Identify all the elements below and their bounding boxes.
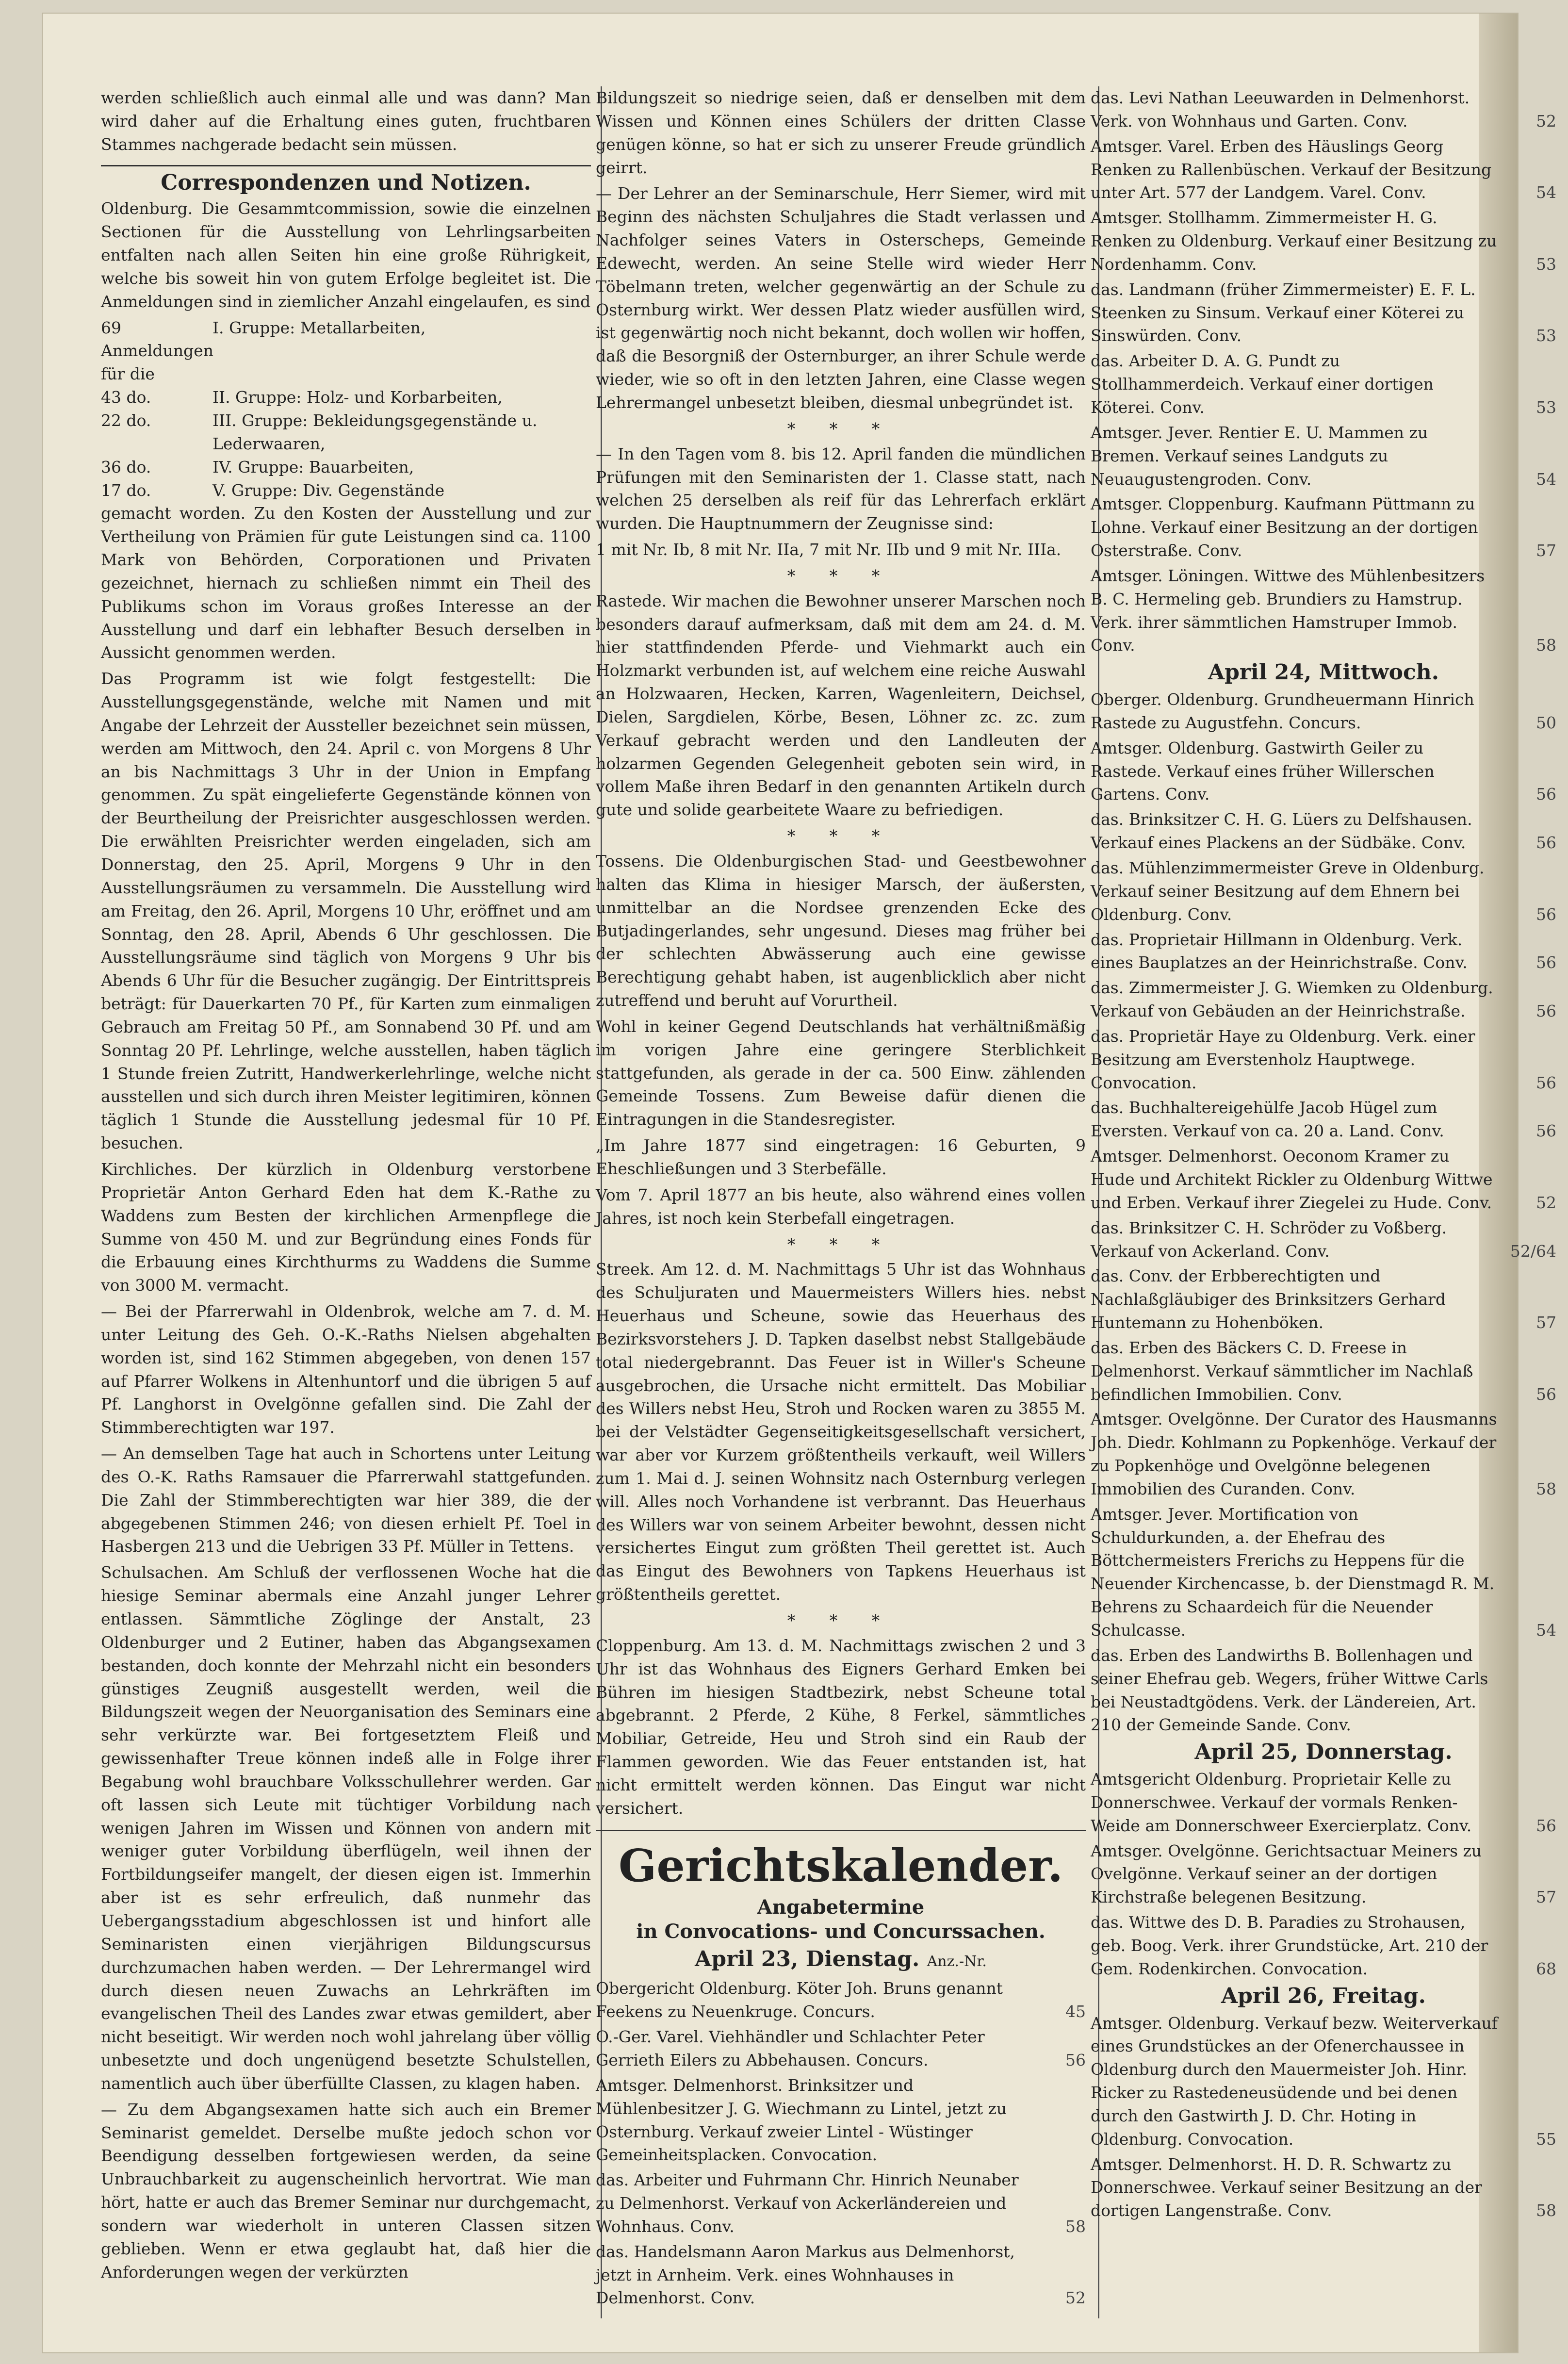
entry-number: 56 <box>1536 1001 1556 1021</box>
intro-text: werden schließlich auch einmal alle und was dann? Man wird daher auf die Erhaltung eines guten, fruchtbaren Stammes nachgerade bedacht sein müssen. <box>101 88 591 154</box>
calendar-subtitle: in Convocations- und Concurssachen. <box>636 1920 1045 1943</box>
group-row <box>101 456 591 479</box>
entry-text: Amtsger. Cloppenburg. Kaufmann Püttmann zu Lohne. Verkauf einer Besitzung an der dortigen Osterstraße. Conv. <box>1091 494 1478 560</box>
article-text: Oldenburg. Die Gesammtcommission, sowie die einzelnen Sectionen für die Ausstellung von Lehrlingsarbeiten entfalten nach allen Seiten hin eine große Rührigkeit, welche bis soweit hin von gutem Erfolge begleitet ist. Die Anmeldungen sind in ziemlicher Anzahl eingelaufen, es sind <box>101 199 591 311</box>
entry-number: 56 <box>1065 2050 1086 2069</box>
calendar-entry <box>1091 1839 1556 1909</box>
calendar-entry <box>596 2240 1086 2310</box>
group-label: II. Gruppe: Holz- und Korbarbeiten, <box>212 388 503 407</box>
group-label: III. Gruppe: Bekleidungsgegenstände u. Lederwaaren, <box>212 410 538 453</box>
article-text: — An demselben Tage hat auch in Schortens unter Leitung des O.-K. Raths Ramsauer die Pfarrerwahl stattgefunden. Die Zahl der Stimmberechtigten war hier 389, die der abgegebenen Stimmen 246; von diesen erhielt Pf. Toel in Hasbergen 213 und die Uebrigen 33 Pf. Müller in Tettens. <box>101 1444 591 1556</box>
entry-number: 56 <box>1536 785 1556 804</box>
article-text: gemacht worden. Zu den Kosten der Ausstellung und zur Vertheilung von Prämien für gute Leistungen sind ca. 1100 Mark von Behörden, Corporationen und Privaten gezeichnet, hiernach zu schließen nimmt ein Theil des Publikums schon im Voraus großes Interesse an der Ausstellung und darf ein lebhafter Besuch derselben in Aussicht genommen werden. <box>101 504 591 662</box>
group-label: I. Gruppe: Metallarbeiten, <box>212 318 426 337</box>
article-text: Wohl in keiner Gegend Deutschlands hat verhältnißmäßig im vorigen Jahre eine geringere Sterblichkeit stattgefunden, als gerade in der ca. 500 Einw. zählenden Gemeinde Tossens. Zum Beweise dafür dienen die Eintragungen in die Standesregister. <box>596 1017 1086 1129</box>
calendar-entry <box>1091 1025 1556 1095</box>
separator-stars: * * * <box>787 826 895 846</box>
calendar-entry <box>596 1977 1086 2023</box>
entry-text: das. Proprietair Hillmann in Oldenburg. Verk. eines Bauplatzes an der Heinrichstraße. Conv. <box>1091 930 1468 972</box>
entry-text: O.-Ger. Varel. Viehhändler und Schlachter Peter Gerrieth Eilers zu Abbehausen. Concurs. <box>596 2027 985 2069</box>
entry-number: 52/64 <box>1510 1241 1556 1261</box>
calendar-entry <box>596 2168 1086 2238</box>
entry-number: 52 <box>1065 2288 1086 2308</box>
entry-text: Amtsgericht Oldenburg. Proprietair Kelle zu Donnerschwee. Verkauf der vormals Renken-Weide am Donnerschweer Exercierplatz. Conv. <box>1091 1770 1472 1835</box>
entry-text: das. Wittwe des D. B. Paradies zu Strohausen, geb. Boog. Verk. ihrer Grundstücke, Art. 210 der Gem. Rodenkirchen. Convocation. <box>1091 1913 1488 1978</box>
newspaper-page <box>43 14 1556 2352</box>
entry-text: das. Erben des Landwirths B. Bollenhagen und seiner Ehefrau geb. Wegers, früher Wittwe Carls bei Neustadtgödens. Verk. der Ländereien, Art. 210 der Gemeinde Sande. Conv. <box>1091 1645 1488 1735</box>
entry-number: 56 <box>1536 1121 1556 1141</box>
entry-text: Oberger. Oldenburg. Grundheuermann Hinrich Rastede zu Augustfehn. Concurs. <box>1091 690 1474 732</box>
calendar-entry <box>1091 1768 1556 1838</box>
entry-number: 57 <box>1536 541 1556 560</box>
calendar-entries <box>1091 2012 1556 2223</box>
entry-number: 57 <box>1536 1313 1556 1332</box>
calendar-entry <box>596 2025 1086 2072</box>
calendar-entries <box>1091 688 1556 1737</box>
entry-number: 58 <box>1536 1479 1556 1498</box>
article-text: — Zu dem Abgangsexamen hatte sich auch ein Bremer Seminarist gemeldet. Derselbe mußte jedoch schon vor Beendigung desselben fortgewiesen werden, da seine Unbrauchbarkeit zu augenscheinlich hervortrat. Wie man hört, hatte er auch das Bremer Seminar nur durchgemacht, sondern war wiederholt in unteren Classen sitzen geblieben. Wenn er etwa geglaubt hat, daß hier die Anforderungen wegen der verkürzten <box>101 2100 591 2282</box>
calendar-entry <box>1091 1096 1556 1143</box>
calendar-entry <box>1091 492 1556 562</box>
group-count: 36 do. <box>101 457 151 476</box>
article-text: Schulsachen. Am Schluß der verflossenen Woche hat die hiesige Seminar abermals eine Anzahl junger Lehrer entlassen. Sämmtliche Zöglinge der Anstalt, 23 Oldenburger und 2 Eutiner, haben das Abgangsexamen bestanden, doch konnte der Mehrzahl nicht ein besonders günstiges Zeugniß ausgestellt werden, weil die Bildungszeit wegen der Neuorganisation des Seminars eine sehr verkürzte war. Bei fortgesetztem Fleiß und gewissenhafter Treue können indeß alle in Folge ihrer Begabung wohl brauchbare Volksschullehrer werden. Gar oft lassen sich Leute mit tüchtiger Vorbildung nach wenigen Jahren im Wissen und Können von andern mit weniger guter Vorbildung überflügeln, weil ihnen der Fortbildungseifer mangelt, der diesen eigen ist. Immerhin aber ist es sehr erfreulich, daß nunmehr das Uebergangsstadium abgeschlossen ist und hinfort alle Seminaristen einen vierjährigen Bildungscursus durchzumachen haben werden. — Der Lehrermangel wird durch diesen neuen Zuwachs an Lehrkräften im evangelischen Theil des Landes zwar etwas gemildert, aber nicht beseitigt. Wir werden noch wohl jahrelang über völlig unbesetzte und doch ungenügend besetzte Schulstellen, namentlich auch über überfüllte Classen, zu klagen haben. <box>101 1563 591 2093</box>
entry-number: 53 <box>1536 254 1556 274</box>
entry-number: 54 <box>1536 183 1556 202</box>
calendar-entry <box>1091 206 1556 276</box>
entry-number: 45 <box>1065 2002 1086 2021</box>
entry-text: Amtsger. Oldenburg. Gastwirth Geiler zu Rastede. Verkauf eines früher Willerschen Gartens. Conv. <box>1091 738 1435 804</box>
separator-stars: * * * <box>787 1611 895 1630</box>
calendar-day-heading: April 25, Donnerstag. <box>1194 1740 1453 1765</box>
group-count: 69 Anmeldungen für die <box>101 318 213 384</box>
calendar-entry <box>1091 349 1556 419</box>
calendar-entry <box>1091 1503 1556 1642</box>
entry-number: 56 <box>1536 1073 1556 1092</box>
entry-text: das. Mühlenzimmermeister Greve in Oldenburg. Verkauf seiner Besitzung auf dem Ehnern bei Oldenburg. Conv. <box>1091 858 1485 924</box>
calendar-day-heading: April 23, Dienstag. Anz.-Nr. <box>695 1946 987 1971</box>
entry-text: Amtsger. Ovelgönne. Gerichtsactuar Meiners zu Ovelgönne. Verkauf seiner an der dortigen Kirchstraße belegenen Besitzung. <box>1091 1841 1482 1907</box>
calendar-entry <box>1091 1644 1556 1737</box>
calendar-entry <box>1091 421 1556 491</box>
entry-text: Amtsger. Jever. Mortification von Schuldurkunden, a. der Ehefrau des Böttchermeisters Frerichs zu Heppens für die Neuender Kirchencasse, b. der Dienstmagd R. M. Behrens zu Schaardeich für die Neuender Schulcasse. <box>1091 1504 1495 1640</box>
entry-number: 56 <box>1536 833 1556 853</box>
entry-number: 54 <box>1536 1621 1556 1640</box>
article-text: „Im Jahre 1877 sind eingetragen: 16 Geburten, 9 Eheschließungen und 3 Sterbefälle. <box>596 1136 1086 1178</box>
calendar-entries <box>1091 86 1556 657</box>
group-count: 17 do. <box>101 480 151 500</box>
entry-number: 58 <box>1536 2201 1556 2220</box>
calendar-entry <box>1091 1336 1556 1406</box>
calendar-entry <box>1091 2012 1556 2151</box>
entry-text: Amtsger. Varel. Erben des Häuslings Georg Renken zu Rallenbüschen. Verkauf der Besitzung unter Art. 577 der Landgem. Varel. Conv. <box>1091 136 1492 202</box>
group-label: IV. Gruppe: Bauarbeiten, <box>212 457 414 476</box>
calendar-entry <box>1091 86 1556 133</box>
calendar-entries <box>1091 1768 1556 1981</box>
calendar-entry <box>1091 808 1556 854</box>
separator-stars: * * * <box>787 1234 895 1254</box>
calendar-entry <box>1091 278 1556 348</box>
entry-text: Amtsger. Delmenhorst. Oeconom Kramer zu Hude und Architekt Rickler zu Oldenburg Wittwe und Erben. Verkauf ihrer Ziegelei zu Hude. Conv. <box>1091 1147 1493 1212</box>
article-text: Cloppenburg. Am 13. d. M. Nachmittags zwischen 2 und 3 Uhr ist das Wohnhaus des Eigners Gerhard Emken bei Bühren im hiesigen Stadtbezirk, nebst Scheune total abgebrannt. 2 Pferde, 2 Kühe, 8 Ferkel, sämmtliches Mobiliar, Getreide, Heu und Stroh sind ein Raub der Flammen geworden. Wie das Feuer entstanden ist, hat nicht ermittelt werden können. Das Eingut war nicht versichert. <box>596 1636 1086 1818</box>
calendar-day-heading: April 24, Mittwoch. <box>1208 660 1439 685</box>
article-text: Tossens. Die Oldenburgischen Stad- und Geestbewohner halten das Klima in hiesiger Marsch, der äußersten, unmittelbar an die Nordsee grenzenden Ecke des Butjadingerlandes, sehr ungesund. Dieses mag früher bei der schlechten Abwässerung auch eine gewisse Berechtigung gehabt haben, ist augenblicklich aber nicht zutreffend und beruht auf Vorurtheil. <box>596 852 1086 1010</box>
article-text: Vom 7. April 1877 an bis heute, also während eines vollen Jahres, ist noch kein Sterbefall eingetragen. <box>596 1185 1086 1228</box>
calendar-entry <box>1091 2153 1556 2223</box>
group-label: V. Gruppe: Div. Gegenstände <box>212 480 445 500</box>
group-count: 43 do. <box>101 388 151 407</box>
calendar-entry <box>1091 135 1556 205</box>
article-text: Das Programm ist wie folgt festgestellt: Die Ausstellungsgegenstände, welche mit Namen und mit Angabe der Lehrzeit der Aussteller bezeichnet sein müssen, werden am Mittwoch, den 24. April c. von Morgens 8 Uhr an bis Nachmittags 3 Uhr in der Union in Empfang genommen. Zu spät eingelieferte Gegenstände können von der Beurtheilung der Preisrichter ausgeschlossen werden. Die erwählten Preisrichter werden eingeladen, sich am Donnerstag, den 25. April, Morgens 9 Uhr in den Ausstellungsräumen zu versammeln. Die Ausstellung wird am Freitag, den 26. April, Morgens 10 Uhr, eröffnet und am Sonntag, den 28. April, Abends 6 Uhr geschlossen. Die Ausstellungsräume sind täglich von Morgens 9 Uhr bis Abends 6 Uhr für die Besucher zugängig. Der Eintrittspreis beträgt: für Dauerkarten 70 Pf., für Karten zum einmaligen Gebrauch am Freitag 50 Pf., am Sonnabend 30 Pf. und am Sonntag 20 Pf. Lehrlinge, welche ausstellen, haben täglich 1 Stunde freien Zutritt, Handwerkerlehrlinge, welche nicht ausstellen und sich durch ihren Meister legitimiren, können täglich 1 Stunde die Ausstellung jedesmal für 10 Pf. besuchen. <box>101 669 591 1153</box>
article-text: — Der Lehrer an der Seminarschule, Herr Siemer, wird mit Beginn des nächsten Schuljahres die Stadt verlassen und Nachfolger seines Vaters in Osterscheps, Gemeinde Edewecht, werden. An seine Stelle wird wieder Herr Töbelmann treten, welcher gegenwärtig an der Schule zu Osternburg wirkt. Wer dessen Platz wieder ausfüllen wird, ist gegenwärtig noch nicht bekannt, doch wollen wir hoffen, daß die Besorgniß der Osternburger, an ihrer Schule werde wieder, wie so oft in den letzten Jahren, eine Classe wegen Lehrermangel unbesetzt bleiben, diesmal unbegründet ist. <box>596 184 1086 412</box>
calendar-entry <box>1091 976 1556 1023</box>
entry-text: das. Conv. der Erbberechtigten und Nachlaßgläubiger des Brinksitzers Gerhard Huntemann zu Hohenböken. <box>1091 1266 1446 1332</box>
calendar-subtitle: Angabetermine <box>757 1895 925 1919</box>
calendar-entry <box>1091 737 1556 806</box>
entry-number: 56 <box>1536 953 1556 972</box>
article-text: — In den Tagen vom 8. bis 12. April fanden die mündlichen Prüfungen mit den Seminaristen der 1. Classe statt, nach welchen 25 derselben als reif für das Lehrerfach erklärt wurden. Die Hauptnummern der Zeugnisse sind: <box>596 444 1086 533</box>
entry-number: 56 <box>1536 904 1556 924</box>
entry-text: Amtsger. Jever. Rentier E. U. Mammen zu Bremen. Verkauf seines Landguts zu Neuaugustengroden. Conv. <box>1091 423 1428 489</box>
article-text: Kirchliches. Der kürzlich in Oldenburg verstorbene Proprietär Anton Gerhard Eden hat dem K.-Rathe zu Waddens zum Besten der kirchlichen Armenpflege die Summe von 450 M. und zur Begründung eines Fonds für die Erbauung eines Kirchthurms zu Waddens die Summe von 3000 M. vermacht. <box>101 1159 591 1295</box>
entry-number: 52 <box>1536 111 1556 131</box>
entry-number: 68 <box>1536 1959 1556 1978</box>
calendar-entry <box>1091 928 1556 975</box>
entry-number: 53 <box>1536 326 1556 345</box>
entry-number: 57 <box>1536 1888 1556 1907</box>
article-text: Bildungszeit so niedrige seien, daß er denselben mit dem Wissen und Können eines Schülers der dritten Classe genügen könne, so hat er sich zu unserer Freude gründlich geirrt. <box>596 88 1086 177</box>
group-row <box>101 479 591 502</box>
calendar-entry <box>1091 688 1556 735</box>
column-2 <box>596 86 1086 2312</box>
calendar-entry <box>1091 1264 1556 1334</box>
entry-text: das. Proprietär Haye zu Oldenburg. Verk. einer Besitzung am Everstenholz Hauptwege. Convocation. <box>1091 1026 1475 1092</box>
column-1 <box>101 86 591 2286</box>
entry-number: 56 <box>1536 1384 1556 1404</box>
separator-stars: * * * <box>787 566 895 585</box>
group-row <box>101 409 591 456</box>
calendar-title: Gerichtskalender. <box>596 1830 1086 1892</box>
calendar-entry <box>1091 1911 1556 1981</box>
entry-text: das. Arbeiter und Fuhrmann Chr. Hinrich Neunaber zu Delmenhorst. Verkauf von Ackerländereien und Wohnhaus. Conv. <box>596 2170 1019 2236</box>
entry-text: Amtsger. Oldenburg. Verkauf bezw. Weiterverkauf eines Grundstückes an der Ofenerchaussee in Oldenburg durch den Mauermeister Joh. Hinr. Ricker zu Rastedeneusüdende und bei denen durch den Gastwirth J. D. Chr. Hoting in Oldenburg. Convocation. <box>1091 2013 1498 2149</box>
entry-text: das. Brinksitzer C. H. Schröder zu Voßberg. Verkauf von Ackerland. Conv. <box>1091 1218 1447 1261</box>
entry-number: 55 <box>1536 2129 1556 2149</box>
entry-number: 53 <box>1536 397 1556 417</box>
entry-number: 58 <box>1536 636 1556 655</box>
entry-number: 52 <box>1536 1193 1556 1212</box>
article-text: Streek. Am 12. d. M. Nachmittags 5 Uhr ist das Wohnhaus des Schuljuraten und Mauermeisters Willers hies. nebst Heuerhaus und Scheune, sowie das Heuerhaus des Bezirksvorstehers J. D. Tapken daselbst nebst Stallgebäude total niedergebrannt. Das Feuer ist in Willer's Scheune ausgebrochen, die Ursache nicht ermittelt. Das Mobiliar des Willers nebst Heu, Stroh und Rocken waren zu 3855 M. bei der Velstädter Gegenseitigkeitsgesellschaft versichert, war aber vor Kurzem größtentheils verkauft, weil Willers zum 1. Mai d. J. seinen Wohnsitz nach Osternburg verlegen will. Alles noch Vorhandene ist verbrannt. Das Heuerhaus des Willers war von seinem Arbeiter bewohnt, dessen nicht versichertes Eingut zum größten Theil gerettet ist. Auch das Eingut des Bewohners von Tapkens Heuerhaus ist größtentheils gerettet. <box>596 1260 1086 1604</box>
group-row <box>101 386 591 409</box>
group-list <box>101 316 591 502</box>
entry-text: Amtsger. Delmenhorst. H. D. R. Schwartz zu Donnerschwee. Verkauf seiner Besitzung an der dortigen Langenstraße. Conv. <box>1091 2154 1482 2220</box>
entry-number: 50 <box>1536 713 1556 732</box>
calendar-entry <box>1091 564 1556 657</box>
entry-text: Amtsger. Löningen. Wittwe des Mühlenbesitzers B. C. Hermeling geb. Brundiers zu Hamstrup. Verk. ihrer sämmtlichen Hamstruper Immob. Conv. <box>1091 566 1485 655</box>
entry-text: Amtsger. Ovelgönne. Der Curator des Hausmanns Joh. Diedr. Kohlmann zu Popkenhöge. Verkauf der zu Popkenhöge und Ovelgönne belegenen Immobilien des Curanden. Conv. <box>1091 1410 1497 1498</box>
entry-text: das. Handelsmann Aaron Markus aus Delmenhorst, jetzt in Arnheim. Verk. eines Wohnhauses in Delmenhorst. Conv. <box>596 2242 1015 2308</box>
calendar-entry <box>1091 1408 1556 1500</box>
entry-text: Obergericht Oldenburg. Köter Joh. Bruns genannt Feekens zu Neuenkruge. Concurs. <box>596 1979 1003 2021</box>
entry-text: Amtsger. Delmenhorst. Brinksitzer und Mühlenbesitzer J. G. Wiechmann zu Lintel, jetzt zu Osternburg. Verkauf zweier Lintel - Wüstinger Gemeinheitsplacken. Convocation. <box>596 2075 1007 2165</box>
entry-text: das. Zimmermeister J. G. Wiemken zu Oldenburg. Verkauf von Gebäuden an der Heinrichstraße. <box>1091 978 1493 1021</box>
entry-text: das. Erben des Bäckers C. D. Freese in Delmenhorst. Verkauf sämmtlicher im Nachlaß befindlichen Immobilien. Conv. <box>1091 1338 1473 1404</box>
entry-number: 58 <box>1065 2216 1086 2236</box>
entry-text: das. Landmann (früher Zimmermeister) E. F. L. Steenken zu Sinsum. Verkauf einer Köterei zu Sinswürden. Conv. <box>1091 279 1476 345</box>
calendar-entry <box>1091 856 1556 926</box>
group-row <box>101 316 591 386</box>
section-title: Correspondenzen und Notizen. <box>101 165 591 195</box>
entry-text: Amtsger. Stollhamm. Zimmermeister H. G. Renken zu Oldenburg. Verkauf einer Besitzung zu Nordenhamm. Conv. <box>1091 208 1497 274</box>
calendar-entry <box>1091 1145 1556 1215</box>
entry-text: das. Brinksitzer C. H. G. Lüers zu Delfshausen. Verkauf eines Plackens an der Südbäke. Conv. <box>1091 810 1472 853</box>
article-text: Rastede. Wir machen die Bewohner unserer Marschen noch besonders darauf aufmerksam, daß mit dem am 24. d. M. hier stattfindenden Pferde- und Viehmarkt auch ein Holzmarkt verbunden ist, auf welchem eine reiche Auswahl an Holzwaaren, Hecken, Karren, Wagenleitern, Deichsel, Dielen, Sargdielen, Körbe, Besen, Löhner zc. zc. zum Verkauf gebracht werden und den Landleuten der holzarmen Gegenden Gelegenheit geboten sein wird, in vollem Maße ihren Bedarf in den genannten Artikeln durch gute und solide gearbeitete Waare zu befriedigen. <box>596 591 1086 820</box>
separator-stars: * * * <box>787 419 895 438</box>
calendar-day-heading: April 26, Freitag. <box>1221 1983 1426 2008</box>
calendar-entry <box>596 2074 1086 2167</box>
entry-text: das. Buchhaltereigehülfe Jacob Hügel zum Eversten. Verkauf von ca. 20 a. Land. Conv. <box>1091 1098 1444 1141</box>
entry-text: das. Levi Nathan Leeuwarden in Delmenhorst. Verk. von Wohnhaus und Garten. Conv. <box>1091 88 1470 131</box>
column-3 <box>1091 86 1556 2224</box>
article-text: — Bei der Pfarrerwahl in Oldenbrok, welche am 7. d. M. unter Leitung des Geh. O.-K.-Raths Nielsen abgehalten worden ist, sind 162 Stimmen abgegeben, von denen 157 auf Pfarrer Wolkens in Altenhuntorf und die übrigen 5 auf Pf. Langhorst in Ovelgönne gefallen sind. Die Zahl der Stimmberechtigten war 197. <box>101 1302 591 1437</box>
article-text: 1 mit Nr. Ib, 8 mit Nr. IIa, 7 mit Nr. IIb und 9 mit Nr. IIIa. <box>596 540 1062 559</box>
calendar-entry <box>1091 1216 1556 1263</box>
entry-text: das. Arbeiter D. A. G. Pundt zu Stollhammerdeich. Verkauf einer dortigen Köterei. Conv. <box>1091 351 1434 417</box>
group-count: 22 do. <box>101 410 151 430</box>
entry-number: 54 <box>1536 469 1556 489</box>
entry-number: 56 <box>1536 1816 1556 1835</box>
calendar-entries <box>596 1977 1086 2310</box>
